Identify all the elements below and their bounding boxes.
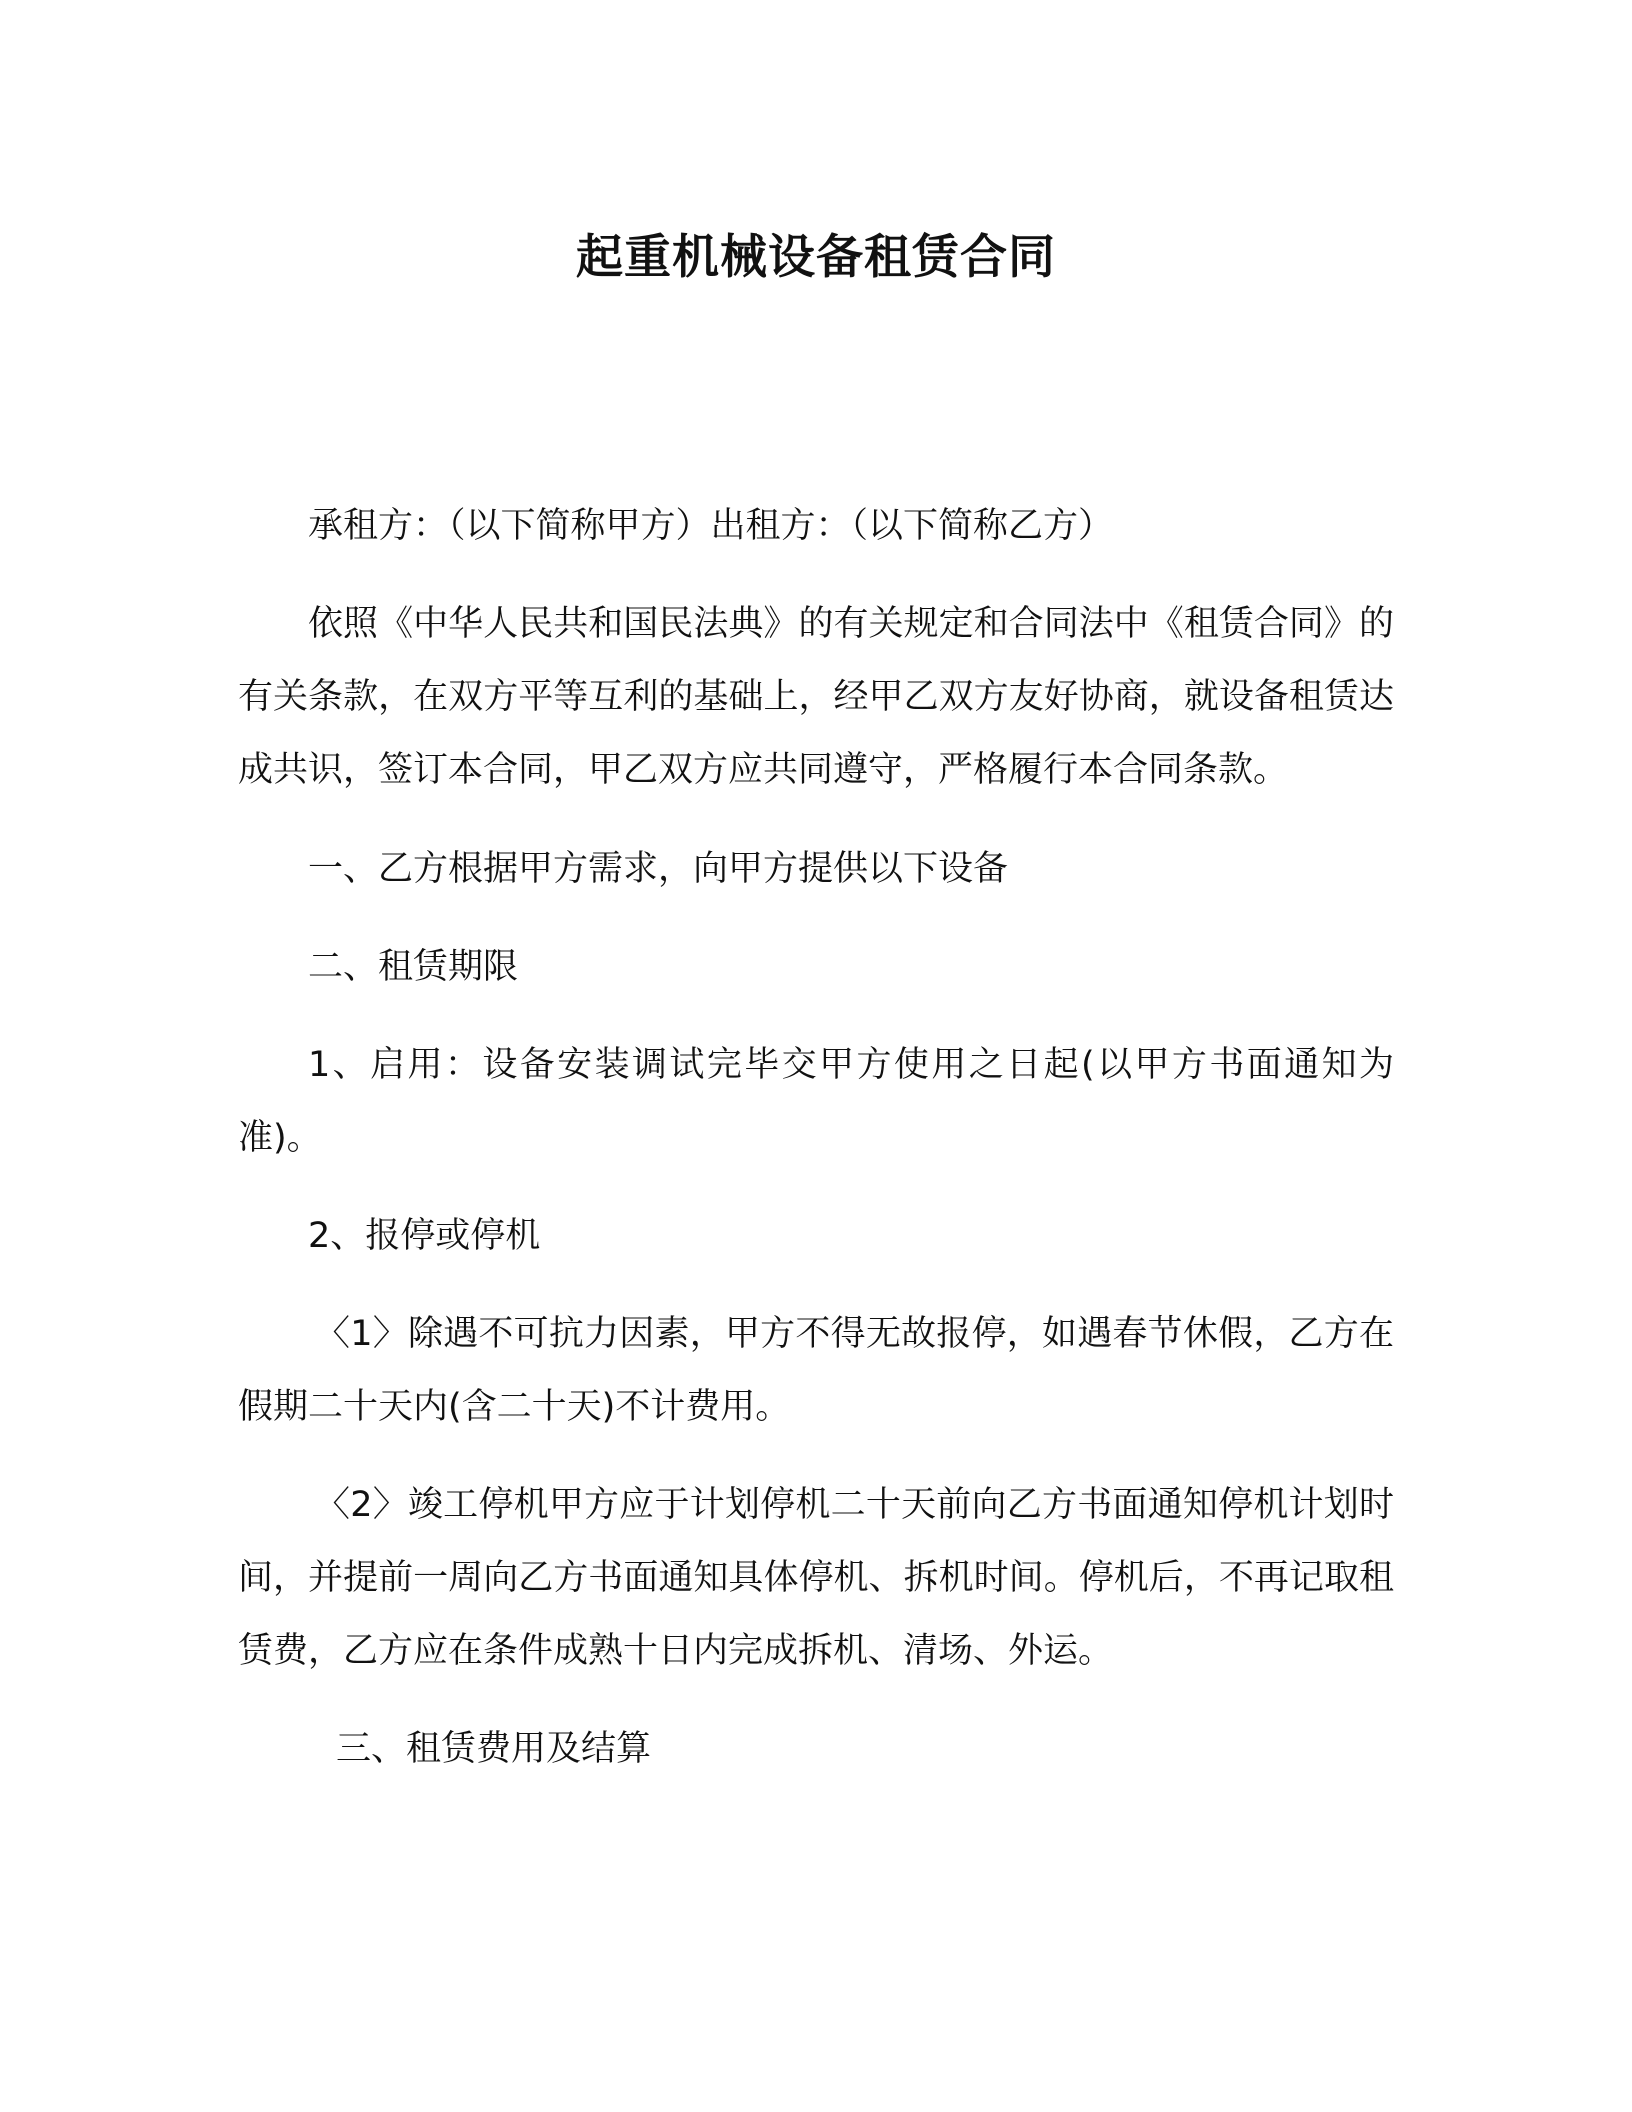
section-1-heading: 一、乙方根据甲方需求，向甲方提供以下设备: [308, 849, 1009, 889]
preamble-paragraph: 依照《中华人民共和国民法典》的有关规定和合同法中《租赁合同》的有关条款，在双方平等互利的基础上，经甲乙双方友好协商，就设备租赁达成共识，签订本合同，甲乙双方应共同遵守，严格履行本合同条款。: [238, 604, 1394, 790]
parties-paragraph: 承租方：（以下简称甲方）出租方：（以下简称乙方）: [308, 506, 1114, 546]
section-3-heading: 三、租赁费用及结算: [336, 1729, 652, 1769]
clause-2-1-paragraph: 1、启用：设备安装调试完毕交甲方使用之日起(以甲方书面通知为准)。: [238, 1045, 1394, 1158]
document-body: [238, 490, 1394, 1786]
clause-2-2-1-paragraph: 〈1〉除遇不可抗力因素，甲方不得无故报停，如遇春节休假，乙方在假期二十天内(含二十天)不计费用。: [238, 1314, 1394, 1427]
section-2-heading: 二、租赁期限: [308, 947, 519, 987]
clause-2-2-2-paragraph: 〈2〉竣工停机甲方应于计划停机二十天前向乙方书面通知停机计划时间，并提前一周向乙方书面通知具体停机、拆机时间。停机后，不再记取租赁费，乙方应在条件成熟十日内完成拆机、清场、外运。: [238, 1485, 1394, 1671]
document-title: 起重机械设备租赁合同: [576, 230, 1056, 285]
clause-2-2-heading: 2、报停或停机: [308, 1216, 541, 1256]
